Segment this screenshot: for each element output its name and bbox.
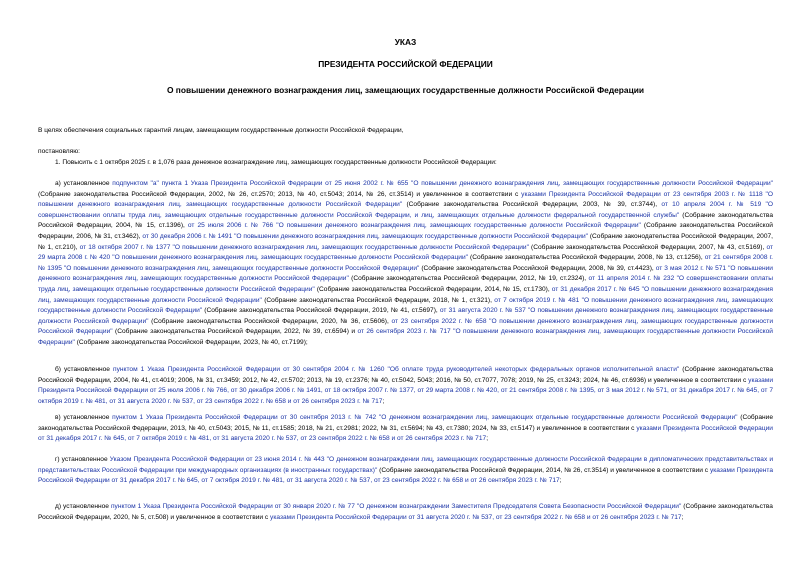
subitem-g-text: г) установленное [55, 456, 110, 463]
subitem-a-text: (Собрание законодательства Российской Федерации, 2019, № 41, ст.5697), [202, 307, 440, 315]
subitem-a-text: (Собрание законодательства Российской Федерации, 2002, № 26, ст.2570; 2013, № 40, ст.5043; 2014, № 26, ст.3514) и увеличенное в соответствии с [38, 190, 522, 198]
subitem-a-text: (Собрание законодательства Российской Федерации, 2008, № 39, ст.4423), [419, 264, 656, 272]
subitem-b-link-decrees[interactable]: указами Президента Российской Федерации от 25 июля 2006 г. № 766, от 30 декабря 2006 г. № 1491, от 18 октября 2007 г. № 1377, от 29 марта 2008 г. № 420, от 21 сентября 2008 г. № 1395, от 3 мая 2012 г. № 571, от 31 декабря 2017 г. № 645, от 7 октября 2019 г. № 481, от 31 августа 2020 г. № 537, от 23 сентября 2022 г. № 658 и от 26 сентября 2023 г. № 717 [38, 376, 773, 405]
subitem-a-link-717[interactable]: от 26 сентября 2023 г. № 717 "О повышении денежного вознаграждения лиц, замещающих государственные должности Российской Федерации" [38, 328, 773, 346]
subitem-a-text: (Собрание законодательства Российской Федерации, 2023, № 40, ст.7199); [74, 338, 308, 346]
subitem-a-text: (Собрание законодательства Российской Федерации, 2018, № 1, ст.321), [261, 296, 495, 304]
subitem-g-text: ; [559, 477, 562, 485]
issuer-title: ПРЕЗИДЕНТА РОССИЙСКОЙ ФЕДЕРАЦИИ [318, 59, 493, 69]
subitem-d-text: д) установленное [55, 503, 111, 510]
subitem-a-link-1491[interactable]: от 30 декабря 2006 г. № 1491 "О повышении денежного вознаграждения лиц, замещающих государственные должности Российской Федерации" [142, 232, 588, 240]
subitem-b-text: (Собрание законодательства Российской Федерации, 2004, № 41, ст.4019; 2006, № 31, ст.3459; 2012, № 42, ст.5702; 2013, № 19, ст.2376; № 40, ст.5042, 5043; 2016, № 50, ст.7077, 7078; 2019, № 25, ст.3243; 2024, № 46, ст.6936) и увеличенное в соответствии с [38, 366, 773, 384]
subitem-a-link-519[interactable]: от 10 апреля 2004 г. № 519 "О совершенствовании оплаты труда лиц, замещающих отдельные государственные должности Российской Федерации, и лиц, замещающих отдельные должности федеральной государственной службы" [38, 201, 773, 219]
subitem-a-text: (Собрание законодательства Российской Федерации, 2020, № 36, ст.5606), [148, 317, 392, 325]
subitem-a-link-232[interactable]: от 11 апреля 2014 г. № 232 "О совершенствовании оплаты труда лиц, замещающих отдельные государственные должности Российской Федерации" [38, 275, 773, 293]
subitem-v-text: в) установленное [55, 414, 113, 421]
doc-type-title: УКАЗ [394, 37, 417, 47]
subitem-a-link-420[interactable]: от 29 марта 2008 г. № 420 "О повышении денежного вознаграждения лиц, замещающих государственные должности Российской Федерации" [38, 243, 773, 262]
subitem-b-text: б) установленное [55, 366, 113, 373]
subitem-d-link-decrees[interactable]: указами Президента Российской Федерации от 31 августа 2020 г. № 537, от 23 сентября 2022 г. № 658 и от 26 сентября 2023 г. № 717 [270, 513, 682, 521]
subitem-b-link-1260[interactable]: пунктом 1 Указа Президента Российской Федерации от 30 сентября 2004 г. № 1260 "Об оплате труда руководителей некоторых федеральных органов исполнительной власти" [113, 366, 680, 373]
subitem-a-text: (Собрание законодательства Российской Федерации, 2012, № 19, ст.2324), [348, 275, 589, 283]
subitem-a-text: а) установленное [55, 180, 113, 187]
subitem-a-text: (Собрание законодательства Российской Федерации, 2006, № 31, ст.3462), [38, 222, 773, 240]
subitem-v-text: (Собрание законодательства Российской Федерации, 2013, № 40, ст.5043; 2015, № 11, ст.1585; 2018, № 21, ст.2981; 2022, № 31, ст.5694; № 43, ст.7380; 2024, № 33, ст.5147) и увеличенное в соответствии с [38, 414, 773, 432]
subitem-a-text: (Собрание законодательства Российской Федерации, 2007, № 43, ст.5169), [528, 243, 767, 251]
subitem-g-link-decrees[interactable]: указами Президента Российской Федерации от 31 декабря 2017 г. № 645, от 7 октября 2019 г. № 481, от 31 августа 2020 г. № 537, от 23 сентября 2022 г. № 658 и от 26 сентября 2023 г. № 717 [38, 466, 774, 485]
subitem-b-paragraph [38, 365, 773, 407]
subitem-a-text: (Собрание законодательства Российской Федерации, 2004, № 15, ст.1396), [38, 211, 773, 230]
subitem-a-link-537[interactable]: от 31 августа 2020 г. № 537 "О повышении денежного вознаграждения лиц, замещающих государственные должности Российской Федерации" [38, 307, 773, 325]
subitem-a-link-658[interactable]: от 23 сентября 2022 г. № 658 "О повышении денежного вознаграждения лиц, замещающих государственные должности Российской Федерации" [38, 317, 773, 336]
subitem-v-paragraph [38, 413, 773, 445]
subitem-a-link-766[interactable]: от 25 июля 2006 г. № 766 "О повышении денежного вознаграждения лиц, замещающих государственные должности Российской Федерации" [187, 222, 641, 230]
decree-subject-title: О повышении денежного вознаграждения лиц, замещающих государственные должности Российской Федерации [166, 85, 645, 95]
subitem-a-text: (Собрание законодательства Российской Федерации, 2007, № 1, ст.210), [38, 232, 774, 251]
subitem-v-link-decrees[interactable]: указами Президента Российской Федерации от 31 декабря 2017 г. № 645, от 7 октября 2019 г. № 481, от 31 августа 2020 г. № 537, от 23 сентября 2022 г. № 658 и от 26 сентября 2023 г. № 717 [38, 424, 773, 443]
subitem-v-text: ; [486, 435, 489, 443]
subitem-d-link-77[interactable]: пунктом 1 Указа Президента Российской Федерации от 30 января 2020 г. № 77 "О денежном вознаграждении Заместителя Председателя Совета Безопасности Российской Федерации" [110, 503, 682, 510]
subitem-b-text: ; [382, 397, 385, 405]
decree-word: постановляю: [38, 148, 81, 155]
subitem-a-text: (Собрание законодательства Российской Федерации, 2008, № 13, ст.1256), [468, 254, 705, 262]
subitem-v-link-742[interactable]: пунктом 1 Указа Президента Российской Федерации от 30 сентября 2013 г. № 742 "О денежном вознаграждении лиц, замещающих отдельные государственные должности Российской Федерации" [112, 414, 738, 421]
subitem-g-link-443[interactable]: Указом Президента Российской Федерации от 23 июня 2014 г. № 443 "О денежном вознаграждении лиц, замещающих государственные должности Российской Федерации в дипломатических представительствах и представительствах Российской Федерации при международных организациях (в иностранных государствах)" [38, 456, 773, 474]
item-1-paragraph: 1. Повысить с 1 октября 2025 г. в 1,076 раза денежное вознаграждение лиц, замещающих государственные должности Российской Федерации: [55, 159, 497, 166]
subitem-d-text: ; [681, 513, 684, 521]
subitem-a-link-1377[interactable]: от 18 октября 2007 г. № 1377 "О повышении денежного вознаграждения лиц, замещающих государственные должности Российской Федерации" [79, 243, 529, 251]
subitem-g-text: (Собрание законодательства Российской Федерации, 2014, № 26, ст.3514) и увеличенное в соответствии с [377, 466, 710, 474]
subitem-a-link-645[interactable]: от 31 декабря 2017 г. № 645 "О повышении денежного вознаграждения лиц, замещающих государственные должности Российской Федерации" [38, 285, 774, 304]
subitem-g-paragraph [38, 455, 773, 487]
subitem-a-text: (Собрание законодательства Российской Федерации, 2022, № 39, ст.6594) и [112, 328, 358, 336]
subitem-d-paragraph [38, 502, 773, 523]
subitem-a-text: (Собрание законодательства Российской Федерации, 2003, № 39, ст.3744), [402, 201, 662, 209]
subitem-a-link-1118[interactable]: указами Президента Российской Федерации от 23 сентября 2003 г. № 1118 "О повышении денежного вознаграждения лиц, замещающих государственные должности Российской Федерации" [38, 190, 773, 209]
subitem-a-link-1395[interactable]: от 21 сентября 2008 г. № 1395 "О повышении денежного вознаграждения лиц, замещающих государственные должности Российской Федерации" [38, 254, 773, 272]
subitem-a-text: (Собрание законодательства Российской Федерации, 2014, № 15, ст.1730), [314, 285, 552, 293]
subitem-a-paragraph [38, 179, 773, 349]
subitem-a-link-655[interactable]: подпунктом "а" пункта 1 Указа Президента Российской Федерации от 25 июня 2002 г. № 655 "О повышении денежного вознаграждения лиц, замещающих государственные должности Российской Федерации" [112, 180, 774, 187]
subitem-a-link-481[interactable]: от 7 октября 2019 г. № 481 "О повышении денежного вознаграждения лиц, замещающих государственные должности Российской Федерации" [38, 296, 773, 315]
intro-paragraph: В целях обеспечения социальных гарантий лицам, замещающим государственные должности Российской Федерации, [38, 127, 404, 134]
subitem-d-text: (Собрание законодательства Российской Федерации, 2020, № 5, ст.508) и увеличенное в соответствии с [38, 503, 773, 521]
subitem-a-link-571[interactable]: от 3 мая 2012 г. № 571 "О повышении денежного вознаграждения лиц, замещающих государственные должности Российской Федерации" [38, 264, 773, 283]
